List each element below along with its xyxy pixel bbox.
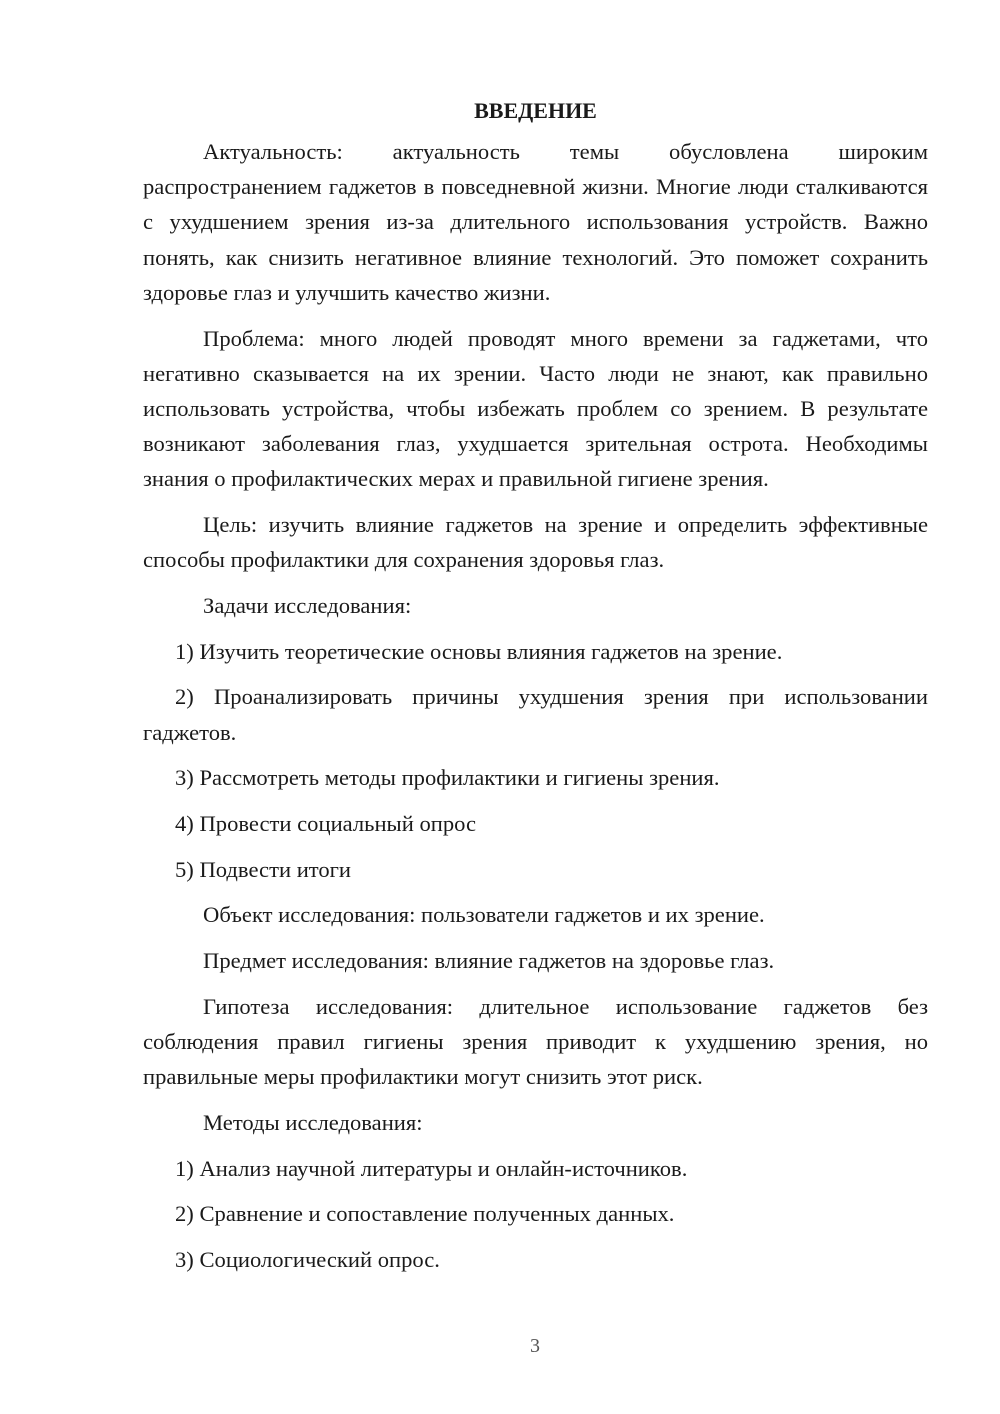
list-item: 2) Сравнение и сопоставление полученных данных. — [175, 1201, 675, 1227]
page-number: 3 — [530, 1335, 540, 1357]
list-item: 2) Проанализировать причины ухудшения зрения при использовании гаджетов. — [143, 684, 928, 745]
paragraph-problem: Проблема: много людей проводят много времени за гаджетами, что негативно сказывается на их зрении. Часто люди не знают, как правильно использовать устройства, чтобы избежать проблем со зрением. В результате возникают заболевания глаз, ухудшается зрительная острота. Необходимы знания о профилактических мерах и правильной гигиене зрения. — [143, 325, 928, 492]
list-item: 4) Провести социальный опрос — [175, 810, 477, 836]
paragraph-object: Объект исследования: пользователи гаджетов и их зрение. — [203, 902, 765, 928]
paragraph-subject: Предмет исследования: влияние гаджетов на здоровье глаз. — [203, 948, 775, 974]
paragraph-methods-heading: Методы исследования: — [203, 1109, 423, 1135]
list-item: 3) Рассмотреть методы профилактики и гигиены зрения. — [175, 765, 720, 791]
paragraph-relevance: Актуальность: актуальность темы обусловлена широким распространением гаджетов в повседневной жизни. Многие люди сталкиваются с ухудшением зрения из-за длительного использования устройств. Важно понять, как снизить негативное влияние технологий. Это поможет сохранить здоровье глаз и улучшить качество жизни. — [143, 139, 928, 305]
document-heading: ВВЕДЕНИЕ — [474, 98, 597, 123]
list-item: 5) Подвести итоги — [175, 856, 352, 882]
paragraph-goal: Цель: изучить влияние гаджетов на зрение и определить эффективные способы профилактики для сохранения здоровья глаз. — [143, 512, 928, 573]
list-item: 3) Социологический опрос. — [175, 1246, 440, 1272]
document-page — [143, 98, 928, 1288]
paragraph-tasks-heading: Задачи исследования: — [203, 592, 412, 618]
list-item: 1) Изучить теоретические основы влияния гаджетов на зрение. — [175, 638, 783, 664]
paragraph-hypothesis: Гипотеза исследования: длительное использование гаджетов без соблюдения правил гигиены зрения приводит к ухудшению зрения, но правильные меры профилактики могут снизить этот риск. — [143, 993, 928, 1090]
list-item: 1) Анализ научной литературы и онлайн-источников. — [175, 1155, 688, 1181]
